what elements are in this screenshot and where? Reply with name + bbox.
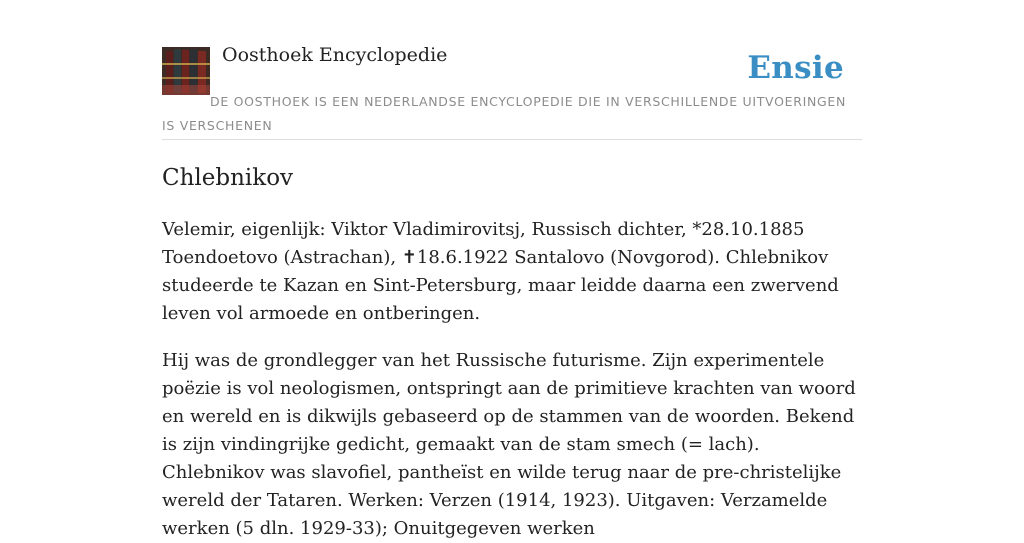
site-name[interactable]: Oosthoek Encyclopedie (222, 44, 448, 66)
article-paragraph: Velemir, eigenlijk: Viktor Vladimirovitsj, Russisch dichter, *28.10.1885 Toendoetovo (Astrachan), ✝18.6.1922 Santalovo (Novgorod). Chlebnikov studeerde te Kazan en Sint-Petersburg, maar leidde daarna een zwervend leven vol armoede en ontberingen. (162, 219, 839, 324)
book-spines-icon[interactable] (162, 47, 210, 95)
article-title: Chlebnikov (162, 165, 294, 191)
site-header (162, 0, 862, 140)
article-paragraph: Hij was de grondlegger van het Russische futurisme. Zijn experimentele poëzie is vol neologismen, ontspringt aan de primitieve krachten van woord en wereld en is dikwijls gebaseerd op de stammen van de woorden. Bekend is zijn vindingrijke gedicht, gemaakt van de stam smech (= lach). Chlebnikov was slavofiel, pantheïst en wilde terug naar de pre-christelijke wereld der Tataren. Werken: Verzen (1914, 1923). Uitgaven: Verzamelde werken (5 dln. 1929-33); Onuitgegeven werken (162, 350, 856, 539)
header-divider (162, 139, 862, 140)
site-subtitle: DE OOSTHOEK IS EEN NEDERLANDSE ENCYCLOPEDIE DIE IN VERSCHILLENDE UITVOERINGEN IS VERSCHENEN (162, 94, 847, 133)
ensie-logo[interactable]: Ensie (747, 50, 844, 86)
